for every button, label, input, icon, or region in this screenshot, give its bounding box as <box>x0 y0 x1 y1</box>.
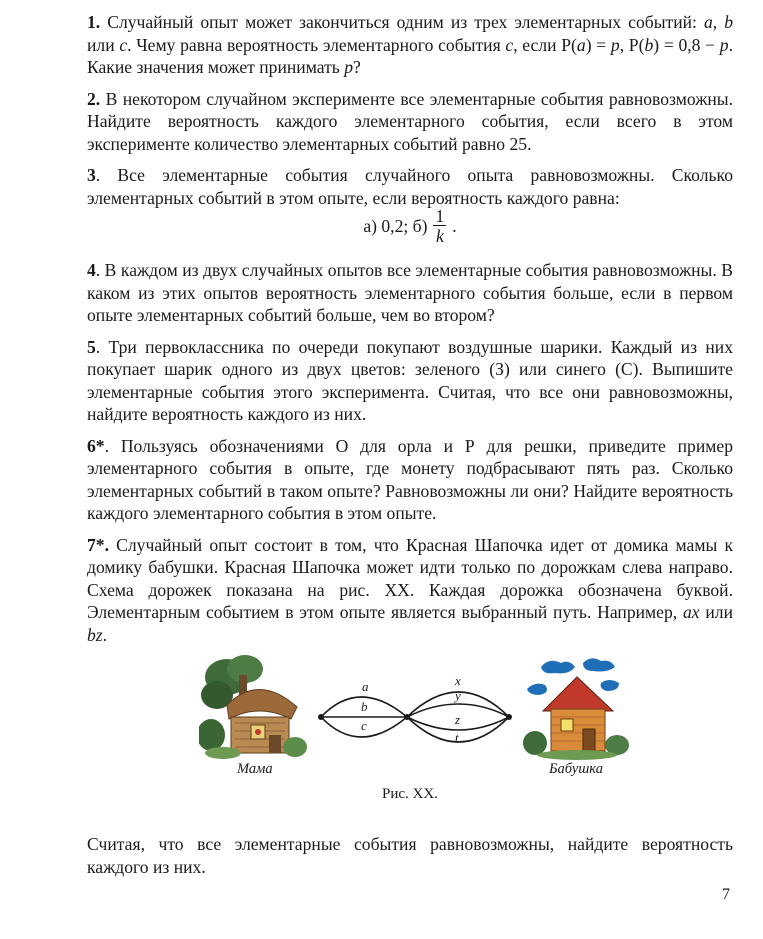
problem-text: . Три первоклассника по очереди покупают воздушные шарики. Каждый из них покупает шарик одного из двух цветов: зеленого (З) или синего (С). Выпишите элементарные события этого эксперимента. Считая, что все они равновозможны, найдите вероятность каждого из них. <box>87 336 733 424</box>
path-label-a: a <box>362 679 369 694</box>
problem-3-formula: а) 0,2; б) $\frac{1}{k}$ . <box>363 206 457 246</box>
problem-text: . Пользуясь обозначениями О для орла и Р для решки, приведите пример элементарного события в опыте, где монету подбрасывают пять раз. Сколько элементарных событий в таком опыте? Равновозможны ли они? Найдите вероятность каждого элементарного события в этом опыте. <box>87 435 733 523</box>
problem-text: . В каждом из двух случайных опытов все элементарные события равновозможны. В каком из этих опытов вероятность элементарного события больше, если в первом опыте элементарных событий больше, чем во втором? <box>87 260 733 325</box>
problem-number: 4 <box>87 260 96 280</box>
problem-number: 6* <box>87 435 105 456</box>
mama-label: Мама <box>237 761 273 777</box>
problem-text: . Все элементарные события случайного опыта равновозможны. Сколько элементарных событий в этом опыте, если вероятность каждого равна: <box>87 165 733 208</box>
problem-number: 3 <box>87 165 96 185</box>
babushka-label: Бабушка <box>549 761 603 777</box>
problem-7: 7*. Случайный опыт состоит в том, что Красная Шапочка идет от домика мамы к домику бабушки. Красная Шапочка может идти только по дорожкам слева направо. Схема дорожек показана на рис. XX. Каждая дорожка обозначена буквой. Элементарным событием в этом опыте является выбранный путь. Например, ax или bz. <box>87 534 733 645</box>
path-diagram-figure <box>87 655 733 805</box>
problem-text: В некотором случайном эксперименте все элементарные события равновозможны. Найдите вероятность каждого элементарного события, если всего в этом эксперименте количество элементарных событий равно 25. <box>87 88 733 154</box>
path-label-z: z <box>455 712 461 727</box>
problem-number: 2. <box>87 88 101 109</box>
babushka-house-image <box>521 655 631 760</box>
problem-2 <box>87 88 733 156</box>
textbook-page <box>87 11 733 887</box>
problem-text: Случайный опыт состоит в том, что Красная Шапочка идет от домика мамы к домику бабушки. Красная Шапочка может идти только по дорожкам слева направо. Схема дорожек показана на рис. XX. Каждая дорожка обозначена буквой. Элементарным событием в этом опыте является выбранный путь. Например, <box>87 534 733 622</box>
problem-number: 1. <box>87 12 101 32</box>
problem-number: 5 <box>87 336 96 357</box>
path-label-b: b <box>361 699 368 714</box>
final-question: Считая, что все элементарные события равновозможны, найдите вероятность каждого из них. <box>87 834 733 877</box>
path-label-c: c <box>361 718 367 733</box>
figure-caption: Рис. XX. <box>382 786 438 802</box>
path-label-t: t <box>455 730 459 745</box>
problem-4 <box>87 259 733 327</box>
path-label-x: x <box>455 677 461 688</box>
mama-house-image <box>199 655 309 760</box>
problem-1: 1. Случайный опыт может закончиться одним из трех элементарных событий: a, b или c. Чему равна вероятность элементарного события c, если P(a) = p, P(b) = 0,8 − p. Какие значения может принимать p? <box>87 12 734 77</box>
problem-6 <box>87 435 733 525</box>
problem-3 <box>87 164 733 209</box>
fraction: $\frac{1}{k}$ <box>435 206 445 246</box>
problem-number: 7*. <box>87 534 109 555</box>
page-number: 7 <box>722 886 730 903</box>
problem-5 <box>87 336 733 426</box>
path-label-y: y <box>455 688 461 703</box>
